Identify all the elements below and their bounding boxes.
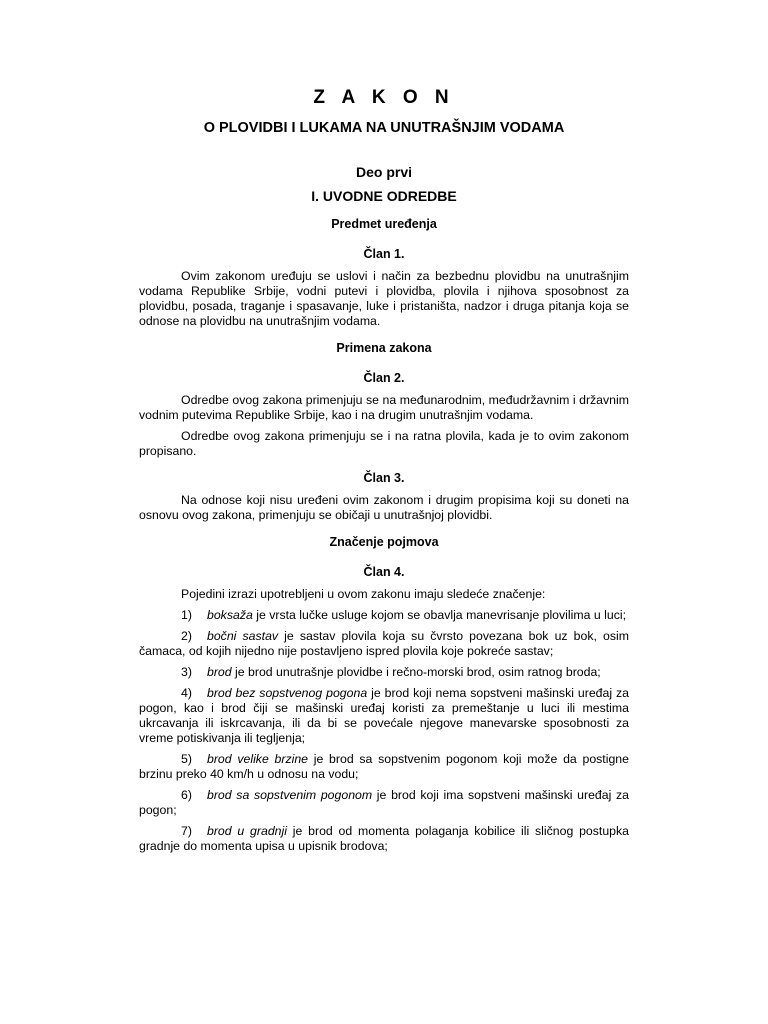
definition-text: je vrsta lučke usluge kojom se obavlja manevrisanje plovilima u luci; [252,608,626,622]
article-3-label: Član 3. [363,471,405,485]
article-4-intro: Pojedini izrazi upotrebljeni u ovom zakonu imaju sledeće značenje: [181,587,546,601]
article-2-label: Član 2. [363,371,405,385]
definition-item [139,788,629,818]
section-heading-definitions: Značenje pojmova [329,535,439,549]
definition-item [139,608,629,623]
definition-number: 6) [181,788,192,802]
definition-item [139,824,629,854]
definition-term: boksaža [207,608,253,622]
definition-item [139,752,629,782]
document-content [139,86,629,854]
article-1-label: Član 1. [363,247,405,261]
definition-item [139,665,629,680]
definition-number: 1) [181,608,192,622]
definition-number: 4) [181,686,192,700]
section-heading-subject: Predmet uređenja [331,217,437,231]
definition-item [139,629,629,659]
definition-text: je brod unutrašnje plovidbe i rečno-morski brod, osim ratnog broda; [231,665,601,679]
section-heading-application: Primena zakona [336,341,432,355]
definition-item [139,686,629,746]
law-subtitle: O PLOVIDBI I LUKAMA NA UNUTRAŠNJIM VODAMA [203,120,565,136]
law-title: Z A K O N [313,87,455,108]
article-2-paragraph-2: Odredbe ovog zakona primenjuju se i na ratna plovila, kada je to ovim zakonom propisano. [139,429,629,458]
definition-number: 7) [181,824,192,838]
chapter-heading: I. UVODNE ODREDBE [311,188,457,204]
definition-term: brod velike brzine [207,752,309,766]
definition-text: je brod od momenta polaganja kobilice ili sličnog postupka gradnje do momenta upisa u upisnik brodova; [139,824,629,853]
part-heading: Deo prvi [355,164,412,180]
definition-number: 3) [181,665,192,679]
definition-term: brod bez sopstvenog pogona [207,686,368,700]
definition-text: je brod koji nema sopstveni mašinski uređaj za pogon, kao i brod čiji se mašinski uređaj koristi za premeštanje u luci ili mestima ukrcavanja ili iskrcavanja, ili da bi se povećale njegove manevarske sposobnosti za vreme potiskivanja ili tegljenja; [139,686,629,745]
definition-term: brod sa sopstvenim pogonom [207,788,373,802]
definition-term: brod u gradnji [207,824,287,838]
definition-text: je brod sa sopstvenim pogonom koji može da postigne brzinu preko 40 km/h u odnosu na vodu; [139,752,629,781]
article-2-paragraph-1: Odredbe ovog zakona primenjuju se na međunarodnim, međudržavnim i državnim vodnim putevima Republike Srbije, kao i na drugim unutrašnjim vodama. [139,393,629,422]
article-4-label: Član 4. [363,565,405,579]
definition-number: 2) [181,629,192,643]
article-1-paragraph: Ovim zakonom uređuju se uslovi i način za bezbednu plovidbu na unutrašnjim vodama Republike Srbije, vodni putevi i plovidba, plovila i njihova sposobnost za plovidbu, posada, traganje i spasavanje, luke i pristaništa, nadzor i druga pitanja koja se odnose na plovidbu na unutrašnjim vodama. [139,269,629,328]
definition-term: bočni sastav [207,629,279,643]
definition-text: je sastav plovila koja su čvrsto povezana bok uz bok, osim čamaca, od kojih nijedno nije postavljeno ispred plovila koje pokreće sastav; [139,629,629,658]
definition-number: 5) [181,752,192,766]
definition-term: brod [207,665,232,679]
article-3-paragraph: Na odnose koji nisu uređeni ovim zakonom i drugim propisima koji su doneti na osnovu ovog zakona, primenjuju se običaji u unutrašnjoj plovidbi. [139,493,629,522]
definition-text: je brod koji ima sopstveni mašinski uređaj za pogon; [139,788,629,817]
